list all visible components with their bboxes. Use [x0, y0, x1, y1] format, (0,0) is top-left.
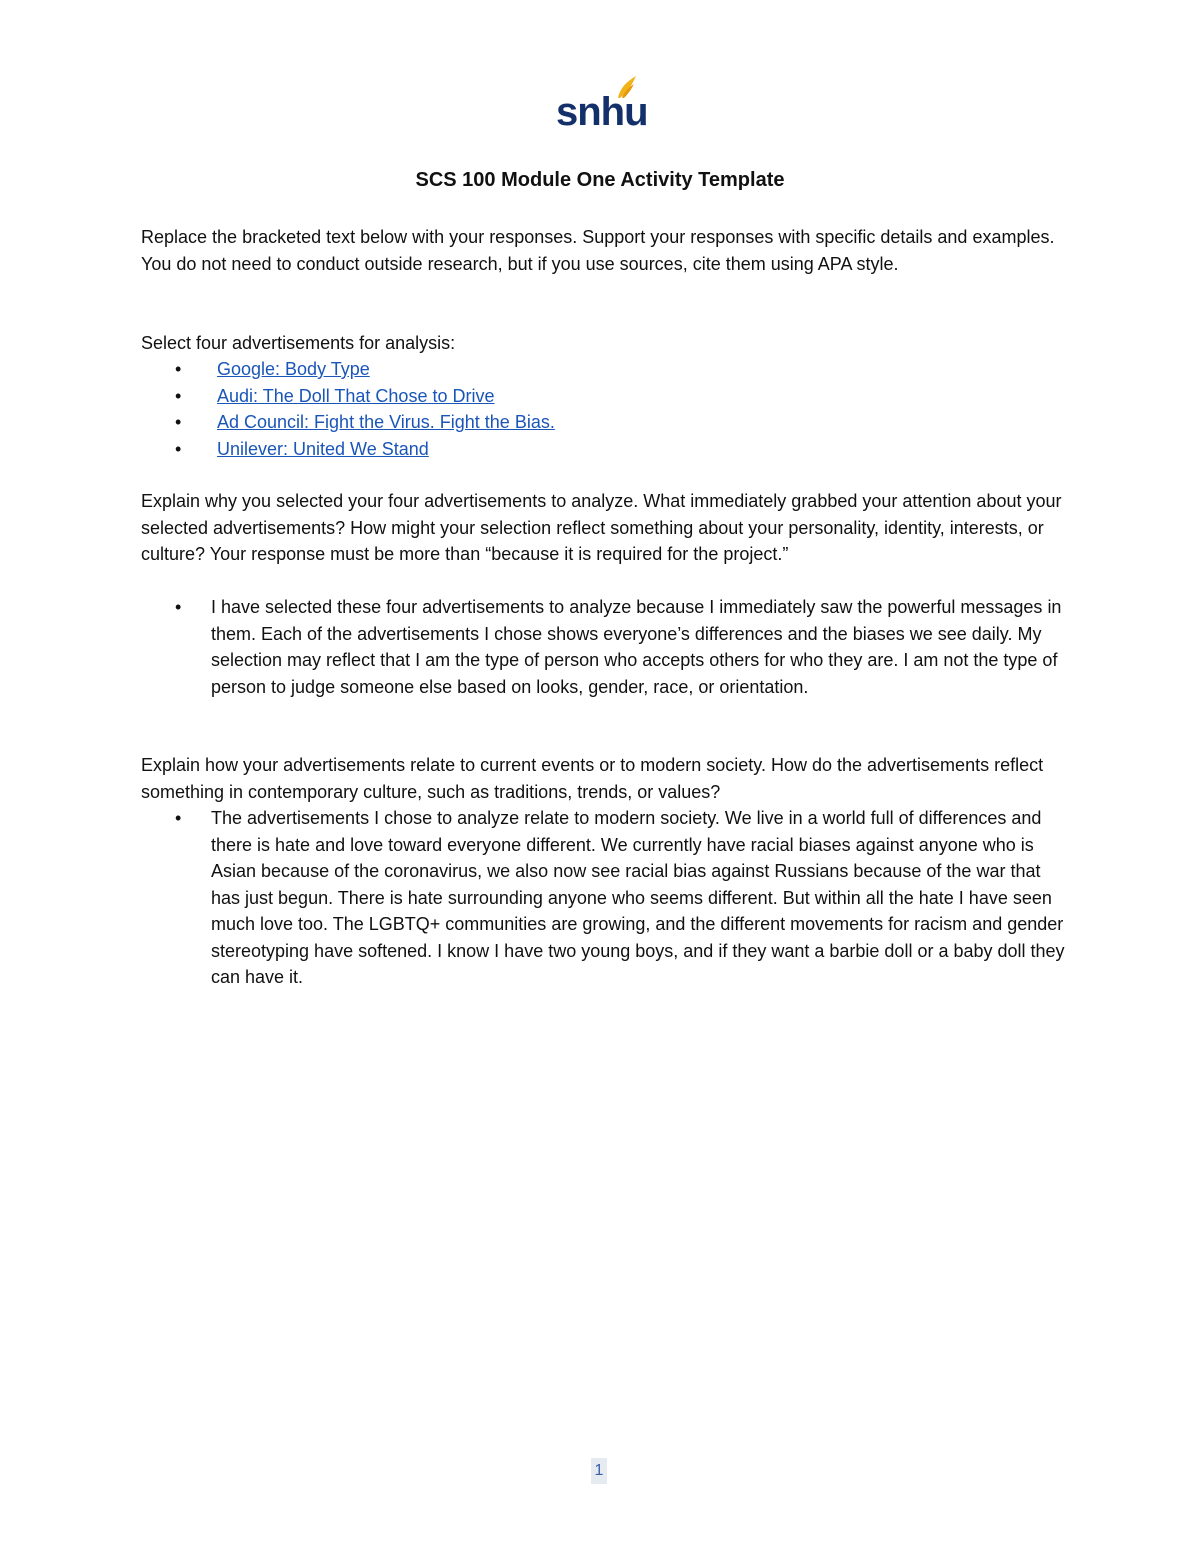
select-label: Select four advertisements for analysis:: [141, 333, 456, 353]
list-item: [141, 409, 555, 436]
bullet-icon: •: [175, 412, 182, 432]
answer-one-text: I have selected these four advertisements to analyze because I immediately saw the powerful messages in them. Each of the advertisements I chose shows everyone’s differences and the biases we see daily. My selection may reflect that I am the type of person who accepts others for who they are. I am not the type of person to judge someone else based on looks, gender, race, or orientation.: [211, 597, 1062, 697]
ad-link-audi[interactable]: Audi: The Doll That Chose to Drive: [217, 385, 495, 406]
list-item: [141, 356, 555, 383]
intro-paragraph: Replace the bracketed text below with your responses. Support your responses with specific details and examples. You do not need to conduct outside research, but if you use sources, cite them using APA style.: [141, 227, 1055, 274]
list-item: [141, 383, 555, 410]
document-title: SCS 100 Module One Activity Template: [415, 169, 785, 191]
logo-wordmark: snhu: [556, 90, 648, 134]
question-one: Explain why you selected your four advertisements to analyze. What immediately grabbed your attention about your selected advertisements? How might your selection reflect something about your personality, identity, interests, or culture? Your response must be more than “because it is required for the project.”: [141, 491, 1062, 564]
snhu-logo: [556, 74, 648, 134]
ad-link-ad-council[interactable]: Ad Council: Fight the Virus. Fight the Bias.: [217, 412, 555, 432]
bullet-icon: •: [175, 808, 182, 828]
page-number: 1: [591, 1458, 607, 1484]
ad-link-google[interactable]: Google: Body Type: [217, 359, 370, 379]
list-item: [141, 436, 555, 463]
bullet-icon: •: [175, 385, 182, 406]
answer-two-text: The advertisements I chose to analyze relate to modern society. We live in a world full of differences and there is hate and love toward everyone different. We currently have racial biases against anyone who is Asian because of the coronavirus, we also now see racial bias against Russians because of the war that has just begun. There is hate surrounding anyone who seems different. But within all the hate I have seen much love too. The LGBTQ+ communities are growing, and the different movements for racism and gender stereotyping have softened. I know I have two young boys, and if they want a barbie doll or a baby doll they can have it.: [211, 808, 1065, 987]
bullet-icon: •: [175, 597, 182, 617]
bullet-icon: •: [175, 438, 182, 459]
advertisement-list: [141, 356, 555, 462]
answer-one: [141, 594, 1071, 700]
bullet-icon: •: [175, 359, 182, 379]
answer-two: [141, 805, 1071, 991]
ad-link-unilever[interactable]: Unilever: United We Stand: [217, 438, 429, 459]
question-two: Explain how your advertisements relate to current events or to modern society. How do the advertisements reflect something in contemporary culture, such as traditions, trends, or values?: [141, 755, 1044, 802]
